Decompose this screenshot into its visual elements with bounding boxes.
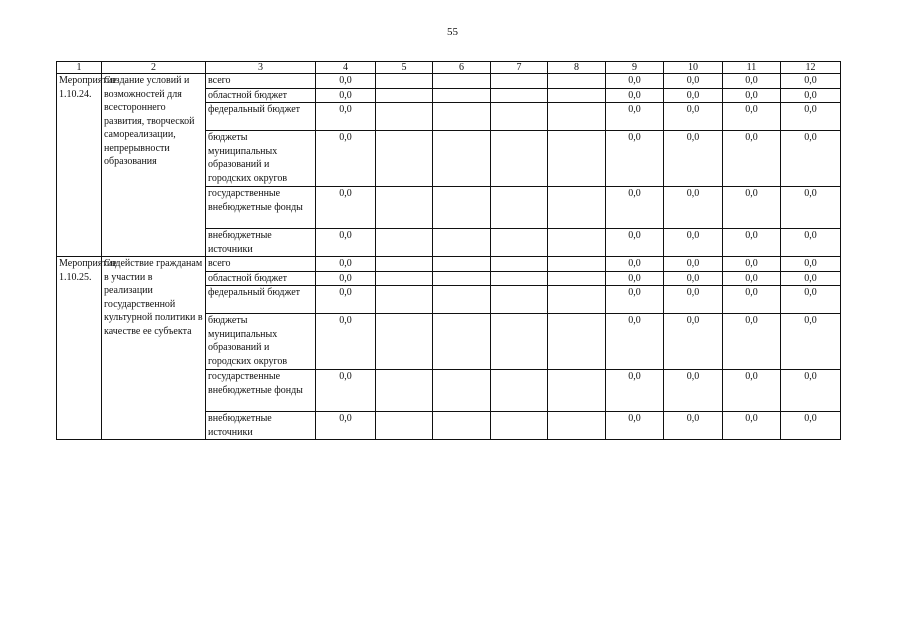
value-cell xyxy=(433,370,491,412)
value-cell: 0,0 xyxy=(781,286,841,314)
value-cell: 0,0 xyxy=(781,74,841,89)
column-header: 7 xyxy=(491,62,548,74)
funding-source: областной бюджет xyxy=(206,88,316,103)
value-cell: 0,0 xyxy=(316,74,376,89)
column-header: 3 xyxy=(206,62,316,74)
value-cell xyxy=(433,412,491,440)
value-cell xyxy=(376,131,433,187)
value-cell xyxy=(376,271,433,286)
value-cell: 0,0 xyxy=(606,131,664,187)
value-cell xyxy=(376,74,433,89)
value-cell: 0,0 xyxy=(781,271,841,286)
measure-title: Содействие гражданам в участии в реализации государственной культурной политики в качестве ее субъекта xyxy=(102,257,206,440)
column-header: 1 xyxy=(57,62,102,74)
column-header: 10 xyxy=(664,62,723,74)
value-cell: 0,0 xyxy=(723,314,781,370)
column-header: 8 xyxy=(548,62,606,74)
funding-source: областной бюджет xyxy=(206,271,316,286)
value-cell: 0,0 xyxy=(606,314,664,370)
value-cell: 0,0 xyxy=(781,314,841,370)
column-header: 5 xyxy=(376,62,433,74)
value-cell: 0,0 xyxy=(664,187,723,229)
value-cell: 0,0 xyxy=(664,412,723,440)
value-cell: 0,0 xyxy=(606,286,664,314)
value-cell: 0,0 xyxy=(723,412,781,440)
value-cell: 0,0 xyxy=(316,88,376,103)
value-cell: 0,0 xyxy=(664,286,723,314)
value-cell: 0,0 xyxy=(316,286,376,314)
value-cell xyxy=(548,131,606,187)
funding-source: федеральный бюджет xyxy=(206,286,316,314)
value-cell xyxy=(548,229,606,257)
value-cell xyxy=(433,257,491,272)
value-cell: 0,0 xyxy=(316,187,376,229)
value-cell xyxy=(491,370,548,412)
funding-source: государственные внебюджетные фонды xyxy=(206,187,316,229)
value-cell: 0,0 xyxy=(781,187,841,229)
value-cell: 0,0 xyxy=(781,88,841,103)
value-cell: 0,0 xyxy=(664,314,723,370)
value-cell xyxy=(433,88,491,103)
value-cell xyxy=(376,229,433,257)
value-cell: 0,0 xyxy=(664,229,723,257)
value-cell: 0,0 xyxy=(606,74,664,89)
column-header: 11 xyxy=(723,62,781,74)
value-cell: 0,0 xyxy=(723,74,781,89)
value-cell: 0,0 xyxy=(606,88,664,103)
table-row xyxy=(57,257,841,272)
table-header-row xyxy=(57,62,841,74)
value-cell xyxy=(548,370,606,412)
value-cell xyxy=(433,314,491,370)
value-cell xyxy=(491,229,548,257)
value-cell: 0,0 xyxy=(664,88,723,103)
measure-code: Мероприятие 1.10.25. xyxy=(57,257,102,440)
value-cell: 0,0 xyxy=(781,412,841,440)
measure-code: Мероприятие 1.10.24. xyxy=(57,74,102,257)
value-cell: 0,0 xyxy=(723,286,781,314)
value-cell xyxy=(548,103,606,131)
value-cell: 0,0 xyxy=(664,131,723,187)
table-row xyxy=(57,74,841,89)
value-cell: 0,0 xyxy=(316,229,376,257)
value-cell xyxy=(491,314,548,370)
value-cell: 0,0 xyxy=(723,187,781,229)
measure-title: Создание условий и возможностей для всестороннего развития, творческой самореализации, непрерывности образования xyxy=(102,74,206,257)
value-cell xyxy=(491,88,548,103)
value-cell xyxy=(548,187,606,229)
value-cell: 0,0 xyxy=(606,103,664,131)
column-header: 4 xyxy=(316,62,376,74)
value-cell xyxy=(376,187,433,229)
column-header: 12 xyxy=(781,62,841,74)
value-cell: 0,0 xyxy=(781,103,841,131)
value-cell: 0,0 xyxy=(781,229,841,257)
value-cell xyxy=(491,286,548,314)
value-cell: 0,0 xyxy=(316,271,376,286)
value-cell xyxy=(433,271,491,286)
value-cell xyxy=(491,187,548,229)
value-cell xyxy=(491,103,548,131)
value-cell: 0,0 xyxy=(664,74,723,89)
funding-source: бюджеты муниципальных образований и городских округов xyxy=(206,314,316,370)
value-cell: 0,0 xyxy=(316,257,376,272)
value-cell: 0,0 xyxy=(723,257,781,272)
value-cell: 0,0 xyxy=(664,103,723,131)
value-cell: 0,0 xyxy=(781,370,841,412)
value-cell xyxy=(433,131,491,187)
value-cell xyxy=(491,271,548,286)
value-cell: 0,0 xyxy=(723,370,781,412)
value-cell xyxy=(548,74,606,89)
value-cell xyxy=(548,314,606,370)
value-cell xyxy=(376,88,433,103)
page-number: 55 xyxy=(447,26,458,38)
value-cell: 0,0 xyxy=(606,257,664,272)
value-cell xyxy=(376,286,433,314)
value-cell: 0,0 xyxy=(606,187,664,229)
value-cell: 0,0 xyxy=(316,412,376,440)
value-cell xyxy=(548,88,606,103)
value-cell xyxy=(433,286,491,314)
value-cell: 0,0 xyxy=(723,229,781,257)
value-cell xyxy=(491,412,548,440)
value-cell xyxy=(433,103,491,131)
value-cell xyxy=(376,257,433,272)
column-header: 9 xyxy=(606,62,664,74)
value-cell: 0,0 xyxy=(316,103,376,131)
value-cell: 0,0 xyxy=(316,370,376,412)
budget-table xyxy=(56,61,841,440)
value-cell: 0,0 xyxy=(723,131,781,187)
value-cell: 0,0 xyxy=(316,131,376,187)
value-cell xyxy=(491,131,548,187)
funding-source: внебюджетные источники xyxy=(206,412,316,440)
funding-source: всего xyxy=(206,74,316,89)
value-cell xyxy=(433,187,491,229)
value-cell: 0,0 xyxy=(723,271,781,286)
value-cell: 0,0 xyxy=(781,131,841,187)
funding-source: государственные внебюджетные фонды xyxy=(206,370,316,412)
value-cell xyxy=(491,257,548,272)
value-cell: 0,0 xyxy=(723,88,781,103)
value-cell xyxy=(433,74,491,89)
value-cell: 0,0 xyxy=(606,370,664,412)
funding-source: бюджеты муниципальных образований и городских округов xyxy=(206,131,316,187)
value-cell: 0,0 xyxy=(664,271,723,286)
value-cell xyxy=(433,229,491,257)
value-cell: 0,0 xyxy=(723,103,781,131)
value-cell xyxy=(491,74,548,89)
value-cell: 0,0 xyxy=(781,257,841,272)
value-cell: 0,0 xyxy=(664,370,723,412)
value-cell: 0,0 xyxy=(606,412,664,440)
value-cell xyxy=(376,412,433,440)
value-cell xyxy=(376,314,433,370)
value-cell: 0,0 xyxy=(606,229,664,257)
value-cell xyxy=(376,370,433,412)
value-cell: 0,0 xyxy=(606,271,664,286)
value-cell xyxy=(548,271,606,286)
value-cell xyxy=(548,286,606,314)
value-cell xyxy=(548,412,606,440)
funding-source: внебюджетные источники xyxy=(206,229,316,257)
value-cell xyxy=(548,257,606,272)
funding-source: всего xyxy=(206,257,316,272)
column-header: 2 xyxy=(102,62,206,74)
value-cell: 0,0 xyxy=(664,257,723,272)
funding-source: федеральный бюджет xyxy=(206,103,316,131)
value-cell: 0,0 xyxy=(316,314,376,370)
column-header: 6 xyxy=(433,62,491,74)
value-cell xyxy=(376,103,433,131)
